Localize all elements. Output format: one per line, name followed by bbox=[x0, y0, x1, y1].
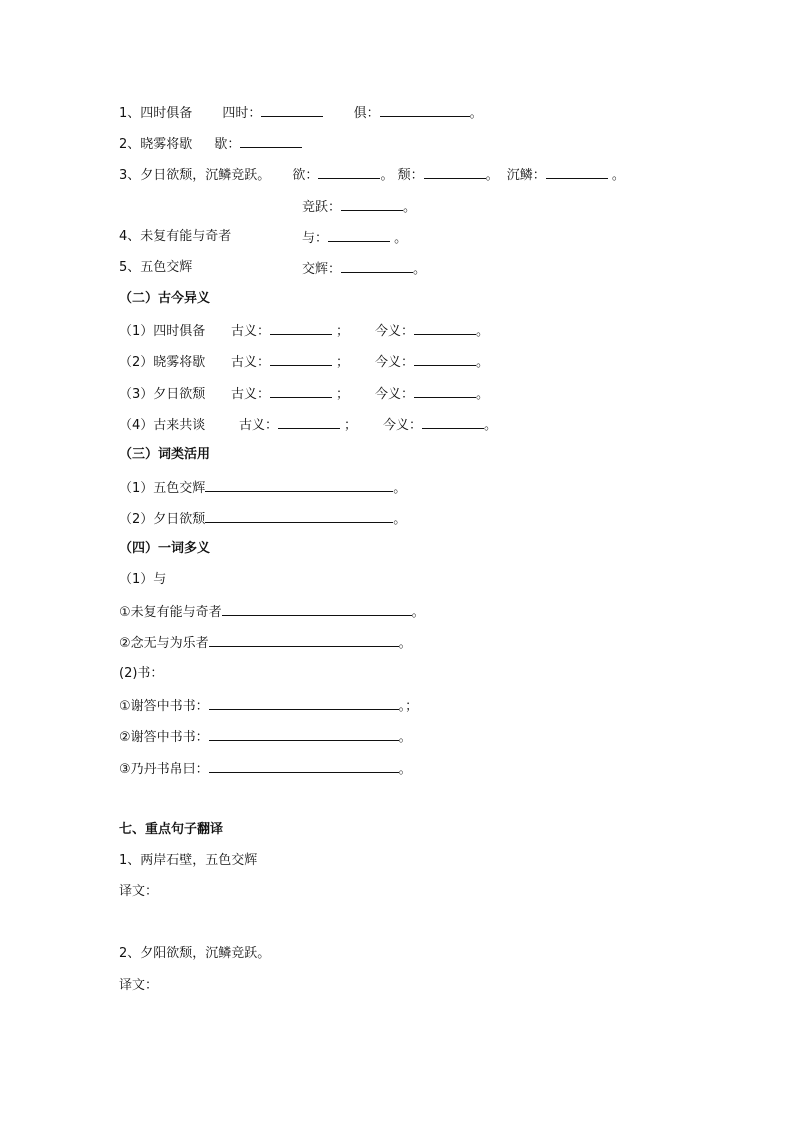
answer-blank[interactable] bbox=[341, 260, 413, 273]
line-1 bbox=[119, 104, 483, 122]
answer-blank[interactable] bbox=[414, 385, 476, 398]
line-4-text: 4、未复有能与奇者 bbox=[119, 229, 232, 244]
line-3-label-a: 欲： bbox=[292, 168, 319, 183]
line-3b-label: 竞跃： bbox=[302, 200, 342, 215]
answer-blank[interactable] bbox=[209, 634, 399, 647]
translation-label: 译文： bbox=[119, 884, 159, 899]
line-4 bbox=[119, 229, 231, 245]
gu-label: 古义： bbox=[231, 324, 271, 339]
line-2-text: 2、晓雾将歇 bbox=[119, 137, 193, 152]
punct: 。 bbox=[393, 512, 407, 527]
punct: 。 bbox=[411, 605, 425, 620]
answer-blank[interactable] bbox=[414, 353, 476, 366]
punct: 。 bbox=[611, 168, 625, 183]
yici-label: ①谢答中书书： bbox=[119, 699, 209, 714]
line-1-text: 1、四时俱备 bbox=[119, 106, 193, 121]
answer-blank[interactable] bbox=[261, 104, 323, 117]
yici-row bbox=[119, 697, 418, 715]
answer-blank[interactable] bbox=[205, 479, 393, 492]
gujin-row-label: （1）四时俱备 bbox=[119, 324, 206, 339]
punct: 。 bbox=[398, 730, 412, 745]
yici-label: ②念无与为乐者 bbox=[119, 636, 209, 651]
line-2-label: 歇： bbox=[214, 137, 241, 152]
answer-blank[interactable] bbox=[318, 166, 380, 179]
yici-label: ①未复有能与奇者 bbox=[119, 605, 222, 620]
line-4-answer bbox=[302, 229, 407, 247]
gujin-row-label: （4）古来共谈 bbox=[119, 418, 206, 433]
gujin-row bbox=[119, 416, 497, 434]
section-heading: （二）古今异义 bbox=[119, 291, 211, 306]
punct: ； bbox=[336, 355, 350, 370]
punct: 。 bbox=[476, 324, 490, 339]
answer-blank[interactable] bbox=[270, 322, 332, 335]
gujin-row-label: （3）夕日欲颓 bbox=[119, 387, 206, 402]
punct: ； bbox=[336, 324, 350, 339]
answer-blank[interactable] bbox=[546, 166, 608, 179]
answer-blank[interactable] bbox=[414, 322, 476, 335]
punct: 。 bbox=[394, 231, 408, 246]
punct: 。 bbox=[485, 168, 499, 183]
yici-row bbox=[119, 603, 425, 621]
gu-label: 古义： bbox=[239, 418, 279, 433]
answer-blank[interactable] bbox=[209, 760, 399, 773]
line-1-label-a: 四时： bbox=[222, 106, 262, 121]
sentence: 1、两岸石壁，五色交辉 bbox=[119, 853, 258, 868]
answer-blank[interactable] bbox=[209, 697, 399, 710]
section-heading: 七、重点句子翻译 bbox=[119, 822, 224, 837]
yici-row bbox=[119, 728, 412, 746]
punct: ； bbox=[336, 387, 350, 402]
punct: 。 bbox=[413, 262, 427, 277]
answer-blank[interactable] bbox=[270, 385, 332, 398]
punct: 。 bbox=[403, 200, 417, 215]
answer-blank[interactable] bbox=[222, 603, 412, 616]
section-heading: （四）一词多义 bbox=[119, 541, 211, 556]
yici-row bbox=[119, 634, 412, 652]
line-3b bbox=[302, 198, 416, 216]
answer-blank[interactable] bbox=[278, 416, 340, 429]
answer-blank[interactable] bbox=[341, 198, 403, 211]
punct: 。 bbox=[476, 387, 490, 402]
answer-blank[interactable] bbox=[270, 353, 332, 366]
line-5-label: 交辉： bbox=[302, 262, 342, 277]
answer-blank[interactable] bbox=[240, 135, 302, 148]
jin-label: 今义： bbox=[375, 355, 415, 370]
punct: 。 bbox=[398, 636, 412, 651]
section-heading: （三）词类活用 bbox=[119, 447, 211, 462]
gujin-row bbox=[119, 385, 489, 403]
translation-label: 译文： bbox=[119, 978, 159, 993]
line-5-text: 5、五色交辉 bbox=[119, 260, 193, 275]
line-1-label-b: 俱： bbox=[353, 106, 380, 121]
huoyong-row bbox=[119, 510, 406, 528]
jin-label: 今义： bbox=[375, 324, 415, 339]
punct: 。 bbox=[398, 762, 412, 777]
line-4-label: 与： bbox=[302, 231, 329, 246]
yici-row bbox=[119, 760, 412, 778]
line-5 bbox=[119, 260, 192, 276]
line-3 bbox=[119, 166, 625, 184]
jin-label: 今义： bbox=[383, 418, 423, 433]
answer-blank[interactable] bbox=[424, 166, 486, 179]
line-5-answer bbox=[302, 260, 426, 278]
yici-label: ②谢答中书书： bbox=[119, 730, 209, 745]
punct: 。； bbox=[398, 699, 419, 714]
punct: 。 bbox=[393, 481, 407, 496]
gu-label: 古义： bbox=[231, 355, 271, 370]
sentence: 2、夕阳欲颓，沉鳞竞跃。 bbox=[119, 946, 271, 961]
line-3-label-b: 颓： bbox=[397, 168, 424, 183]
punct: ； bbox=[344, 418, 358, 433]
line-3-text: 3、夕日欲颓，沉鳞竞跃。 bbox=[119, 168, 271, 183]
jin-label: 今义： bbox=[375, 387, 415, 402]
answer-blank[interactable] bbox=[209, 728, 399, 741]
gujin-row bbox=[119, 353, 489, 371]
line-2 bbox=[119, 135, 302, 153]
sub-heading: （1）与 bbox=[119, 572, 167, 587]
answer-blank[interactable] bbox=[380, 104, 470, 117]
huoyong-label: （2）夕日欲颓 bbox=[119, 512, 206, 527]
gu-label: 古义： bbox=[231, 387, 271, 402]
yici-label: ③乃丹书帛曰： bbox=[119, 762, 209, 777]
huoyong-row bbox=[119, 479, 406, 497]
answer-blank[interactable] bbox=[205, 510, 393, 523]
gujin-row bbox=[119, 322, 489, 340]
line-3-label-c: 沉鳞： bbox=[506, 168, 546, 183]
answer-blank[interactable] bbox=[422, 416, 484, 429]
answer-blank[interactable] bbox=[328, 229, 390, 242]
huoyong-label: （1）五色交辉 bbox=[119, 481, 206, 496]
sub-heading: (2)书： bbox=[119, 666, 164, 681]
gujin-row-label: （2）晓雾将歇 bbox=[119, 355, 206, 370]
punct: 。 bbox=[469, 106, 483, 121]
punct: 。 bbox=[380, 168, 394, 183]
punct: 。 bbox=[476, 355, 490, 370]
punct: 。 bbox=[484, 418, 498, 433]
